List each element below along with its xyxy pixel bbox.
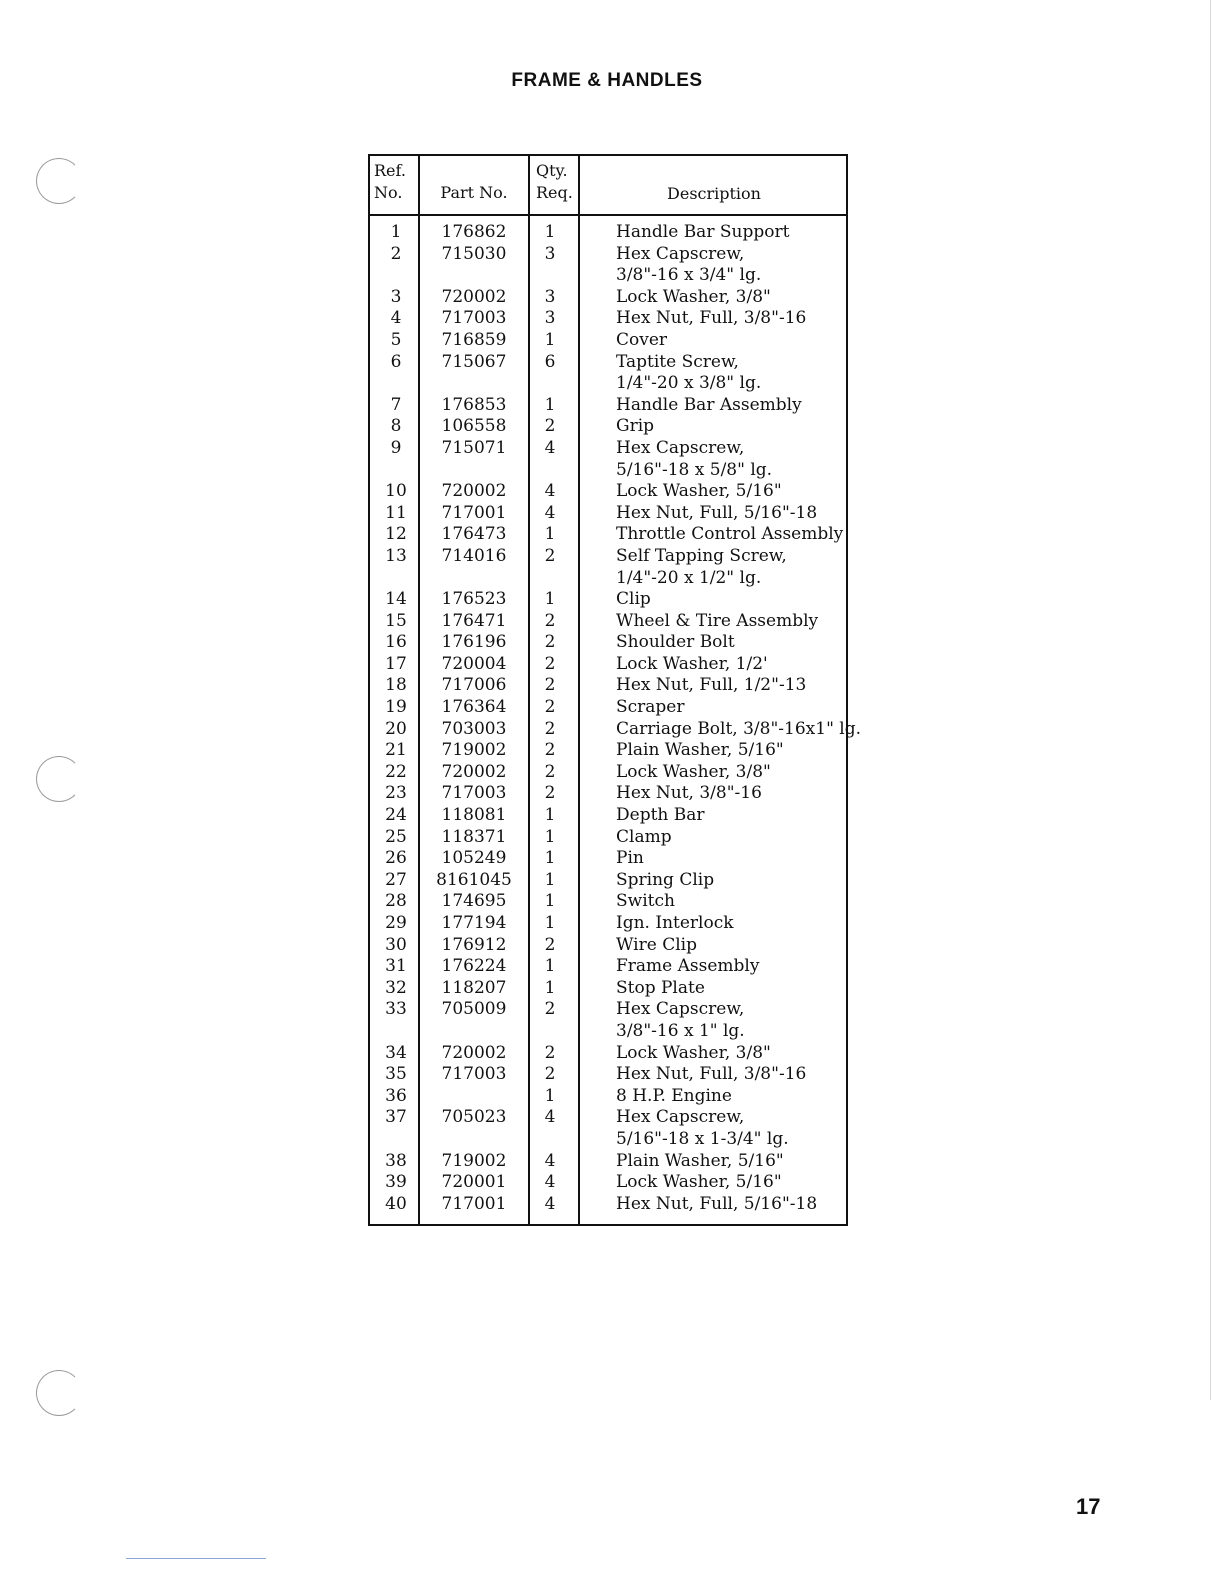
qty-cell: 2 bbox=[544, 1064, 556, 1085]
qty-cell: 2 bbox=[544, 632, 556, 653]
qty-cell: 1 bbox=[544, 848, 556, 869]
part-no-cell: 717001 bbox=[441, 502, 507, 523]
description-line: Clamp bbox=[616, 826, 672, 847]
qty-cell: 2 bbox=[544, 675, 556, 696]
part-no-cell: 118207 bbox=[441, 977, 507, 998]
qty-cell: 6 bbox=[544, 351, 556, 372]
table-row bbox=[370, 718, 862, 741]
ref-no-cell: 1 bbox=[390, 222, 402, 242]
table-row bbox=[370, 416, 846, 438]
qty-cell: 2 bbox=[544, 653, 556, 674]
ref-no-cell: 14 bbox=[385, 589, 407, 610]
table-row bbox=[370, 1043, 846, 1065]
description-cell bbox=[616, 891, 848, 913]
ref-no-cell: 27 bbox=[385, 869, 407, 890]
table-row bbox=[370, 352, 846, 395]
description-cell bbox=[616, 503, 848, 525]
part-no-cell: 720001 bbox=[441, 1172, 507, 1193]
description-line: Switch bbox=[616, 891, 675, 912]
part-no-cell: 176196 bbox=[441, 632, 507, 653]
ref-no-cell: 22 bbox=[385, 761, 407, 782]
description-line: 5/16"-18 x 5/8" lg. bbox=[616, 459, 773, 480]
part-no-cell: 105249 bbox=[441, 848, 507, 869]
table-row bbox=[370, 503, 846, 525]
qty-cell: 1 bbox=[544, 394, 556, 415]
table-row bbox=[370, 222, 846, 244]
header-qty-line1: Qty. bbox=[536, 161, 568, 180]
description-line: Cover bbox=[616, 329, 668, 350]
description-line: Pin bbox=[616, 848, 644, 869]
ref-no-cell: 5 bbox=[390, 329, 402, 350]
description-line: 5/16"-18 x 1-3/4" lg. bbox=[616, 1128, 789, 1149]
qty-cell: 4 bbox=[544, 502, 556, 523]
description-cell bbox=[616, 632, 848, 654]
qty-cell: 2 bbox=[544, 740, 556, 761]
description-cell bbox=[616, 611, 848, 633]
ref-no-cell: 16 bbox=[385, 632, 407, 653]
bottom-rule bbox=[126, 1558, 266, 1559]
table-row bbox=[370, 1086, 846, 1108]
header-part-no: Part No. bbox=[440, 183, 508, 202]
page-number: 17 bbox=[1076, 1494, 1101, 1519]
header-ref bbox=[374, 160, 406, 204]
ref-no-cell: 8 bbox=[390, 416, 402, 437]
table-row bbox=[370, 632, 846, 654]
qty-cell: 4 bbox=[544, 1107, 556, 1128]
part-no-cell: 720002 bbox=[441, 1042, 507, 1063]
ref-no-cell: 11 bbox=[385, 502, 407, 523]
part-no-cell: 8161045 bbox=[436, 869, 512, 890]
description-line: Lock Washer, 3/8" bbox=[616, 761, 771, 782]
table-row bbox=[370, 978, 846, 1000]
description-line: Stop Plate bbox=[616, 977, 705, 998]
ref-no-cell: 4 bbox=[390, 308, 402, 329]
part-no-cell: 719002 bbox=[441, 1150, 507, 1171]
part-no-cell: 716859 bbox=[441, 329, 507, 350]
qty-cell: 4 bbox=[544, 481, 556, 502]
description-cell bbox=[616, 675, 848, 697]
table-row bbox=[370, 999, 846, 1042]
ref-no-cell: 7 bbox=[390, 394, 402, 415]
qty-cell: 4 bbox=[544, 1193, 556, 1214]
ref-no-cell: 40 bbox=[385, 1193, 407, 1214]
part-no-cell: 106558 bbox=[441, 416, 507, 437]
ref-no-cell: 18 bbox=[385, 675, 407, 696]
qty-cell: 2 bbox=[544, 416, 556, 437]
ref-no-cell: 13 bbox=[385, 545, 407, 566]
description-line: Clip bbox=[616, 589, 651, 610]
description-cell bbox=[616, 1064, 848, 1086]
description-line: Hex Nut, Full, 1/2"-13 bbox=[616, 675, 807, 696]
description-line: Grip bbox=[616, 416, 655, 437]
description-line: Hex Capscrew, bbox=[616, 437, 745, 458]
qty-cell: 2 bbox=[544, 610, 556, 631]
description-cell bbox=[616, 978, 848, 1000]
part-no-cell: 717003 bbox=[441, 783, 507, 804]
description-cell bbox=[616, 330, 848, 352]
ref-no-cell: 10 bbox=[385, 481, 407, 502]
description-cell bbox=[616, 395, 848, 417]
table-row bbox=[370, 1172, 846, 1194]
ref-no-cell: 35 bbox=[385, 1064, 407, 1085]
description-cell bbox=[616, 352, 848, 395]
ref-no-cell: 12 bbox=[385, 524, 407, 545]
table-row bbox=[370, 697, 846, 719]
ref-no-cell: 34 bbox=[385, 1042, 407, 1063]
description-line: Hex Nut, Full, 5/16"-18 bbox=[616, 1193, 818, 1214]
table-row bbox=[370, 762, 846, 784]
description-line: Shoulder Bolt bbox=[616, 632, 735, 653]
qty-cell: 4 bbox=[544, 437, 556, 458]
parts-table bbox=[368, 154, 862, 1226]
qty-cell: 2 bbox=[544, 761, 556, 782]
qty-cell: 2 bbox=[544, 1042, 556, 1063]
table-row bbox=[370, 330, 846, 352]
description-cell bbox=[616, 783, 848, 805]
qty-cell: 1 bbox=[544, 805, 556, 826]
description-line: Wheel & Tire Assembly bbox=[616, 610, 819, 631]
part-no-cell: 176224 bbox=[441, 956, 507, 977]
table-row bbox=[370, 654, 846, 676]
part-no-cell: 717003 bbox=[441, 1064, 507, 1085]
qty-cell: 2 bbox=[544, 697, 556, 718]
description-line: Hex Nut, Full, 5/16"-18 bbox=[616, 502, 818, 523]
part-no-cell: 717001 bbox=[441, 1193, 507, 1214]
binder-hole-bottom bbox=[36, 1370, 82, 1416]
table-row bbox=[370, 827, 846, 849]
qty-cell: 1 bbox=[544, 222, 556, 242]
qty-cell: 1 bbox=[544, 329, 556, 350]
description-line: Plain Washer, 5/16" bbox=[616, 1150, 784, 1171]
ref-no-cell: 21 bbox=[385, 740, 407, 761]
description-cell bbox=[616, 1107, 848, 1150]
description-line: Hex Nut, 3/8"-16 bbox=[616, 783, 762, 804]
description-line: Depth Bar bbox=[616, 805, 705, 826]
description-cell bbox=[616, 848, 848, 870]
ref-no-cell: 33 bbox=[385, 999, 407, 1020]
description-line: Hex Nut, Full, 3/8"-16 bbox=[616, 308, 807, 329]
header-description: Description bbox=[667, 184, 761, 203]
description-cell bbox=[616, 308, 848, 330]
table-row bbox=[370, 1151, 846, 1173]
qty-cell: 4 bbox=[544, 1172, 556, 1193]
qty-cell: 2 bbox=[544, 783, 556, 804]
description-line: Frame Assembly bbox=[616, 956, 760, 977]
table-row bbox=[370, 1194, 846, 1216]
description-cell bbox=[616, 546, 848, 589]
description-line: Lock Washer, 1/2' bbox=[616, 653, 768, 674]
table-row bbox=[370, 546, 846, 589]
ref-no-cell: 31 bbox=[385, 956, 407, 977]
ref-no-cell: 29 bbox=[385, 913, 407, 933]
ref-no-cell: 6 bbox=[390, 351, 402, 372]
description-line: Plain Washer, 5/16" bbox=[616, 740, 784, 761]
header-qty bbox=[536, 160, 573, 204]
description-cell bbox=[616, 913, 848, 935]
part-no-cell: 703003 bbox=[441, 718, 507, 739]
description-line: 1/4"-20 x 1/2" lg. bbox=[616, 567, 762, 588]
table-row bbox=[370, 481, 846, 503]
description-cell bbox=[616, 416, 848, 438]
description-cell bbox=[616, 999, 848, 1042]
part-no-cell: 720002 bbox=[441, 761, 507, 782]
description-line: Self Tapping Screw, bbox=[616, 545, 787, 566]
table-row bbox=[370, 438, 846, 481]
description-cell bbox=[616, 222, 848, 244]
description-line: Lock Washer, 5/16" bbox=[616, 1172, 782, 1193]
description-cell bbox=[616, 956, 848, 978]
table-row bbox=[370, 783, 846, 805]
part-no-cell: 715071 bbox=[441, 437, 507, 458]
table-row bbox=[370, 848, 846, 870]
ref-no-cell: 26 bbox=[385, 848, 407, 869]
ref-no-cell: 17 bbox=[385, 653, 407, 674]
description-line: Lock Washer, 3/8" bbox=[616, 286, 771, 307]
qty-cell: 1 bbox=[544, 977, 556, 998]
part-no-cell: 176912 bbox=[441, 934, 507, 955]
description-cell bbox=[616, 697, 848, 719]
header-ref-line2: No. bbox=[374, 183, 403, 202]
ref-no-cell: 39 bbox=[385, 1172, 407, 1193]
description-cell bbox=[616, 805, 848, 827]
description-cell bbox=[616, 827, 848, 849]
qty-cell: 2 bbox=[544, 545, 556, 566]
table-row bbox=[370, 524, 846, 546]
part-no-cell: 715067 bbox=[441, 351, 507, 372]
part-no-cell: 118371 bbox=[441, 826, 507, 847]
table-body bbox=[370, 222, 862, 1215]
description-cell bbox=[616, 740, 848, 762]
description-cell bbox=[616, 1194, 848, 1216]
description-cell bbox=[616, 762, 848, 784]
part-no-cell: 715030 bbox=[441, 243, 507, 264]
ref-no-cell: 23 bbox=[385, 783, 407, 804]
description-line: Lock Washer, 3/8" bbox=[616, 1042, 771, 1063]
ref-no-cell: 2 bbox=[390, 243, 402, 264]
description-cell bbox=[616, 1151, 848, 1173]
description-cell bbox=[616, 870, 848, 892]
description-line: Hex Capscrew, bbox=[616, 999, 745, 1020]
part-no-cell: 705009 bbox=[441, 999, 507, 1020]
description-cell bbox=[616, 438, 848, 481]
ref-no-cell: 28 bbox=[385, 891, 407, 912]
description-cell bbox=[616, 524, 848, 546]
part-no-cell: 720004 bbox=[441, 653, 507, 674]
ref-no-cell: 20 bbox=[385, 718, 407, 739]
qty-cell: 2 bbox=[544, 999, 556, 1020]
header-qty-line2: Req. bbox=[536, 183, 573, 202]
binder-hole-top bbox=[36, 158, 82, 204]
part-no-cell: 176862 bbox=[441, 222, 507, 242]
header-divider bbox=[370, 214, 846, 216]
description-line: Taptite Screw, bbox=[616, 351, 739, 372]
table-row bbox=[370, 308, 846, 330]
qty-cell: 3 bbox=[544, 243, 556, 264]
description-cell bbox=[616, 1043, 848, 1065]
part-no-cell: 176853 bbox=[441, 394, 507, 415]
table-row bbox=[370, 244, 846, 287]
description-cell bbox=[616, 287, 848, 309]
description-line: Scraper bbox=[616, 697, 685, 718]
qty-cell: 3 bbox=[544, 286, 556, 307]
qty-cell: 1 bbox=[544, 956, 556, 977]
ref-no-cell: 36 bbox=[385, 1085, 407, 1106]
description-line: 8 H.P. Engine bbox=[616, 1085, 732, 1106]
part-no-cell: 717006 bbox=[441, 675, 507, 696]
ref-no-cell: 38 bbox=[385, 1150, 407, 1171]
part-no-cell: 717003 bbox=[441, 308, 507, 329]
qty-cell: 1 bbox=[544, 589, 556, 610]
part-no-cell: 719002 bbox=[441, 740, 507, 761]
description-line: Hex Capscrew, bbox=[616, 1107, 745, 1128]
page-edge-line bbox=[1210, 0, 1211, 1400]
qty-cell: 2 bbox=[544, 718, 556, 739]
part-no-cell: 177194 bbox=[441, 913, 507, 933]
table-row bbox=[370, 589, 846, 611]
description-cell bbox=[616, 244, 848, 287]
ref-no-cell: 19 bbox=[385, 697, 407, 718]
qty-cell: 4 bbox=[544, 1150, 556, 1171]
ref-no-cell: 3 bbox=[390, 286, 402, 307]
part-no-cell: 714016 bbox=[441, 545, 507, 566]
page-title: FRAME & HANDLES bbox=[511, 70, 703, 91]
part-no-cell: 174695 bbox=[441, 891, 507, 912]
table-row bbox=[370, 675, 846, 697]
table-row bbox=[370, 395, 846, 417]
header-ref-line1: Ref. bbox=[374, 161, 406, 180]
ref-no-cell: 15 bbox=[385, 610, 407, 631]
table-row bbox=[370, 913, 846, 935]
description-line: 3/8"-16 x 3/4" lg. bbox=[616, 265, 762, 286]
ref-no-cell: 32 bbox=[385, 977, 407, 998]
table-row bbox=[370, 1064, 846, 1086]
qty-cell: 1 bbox=[544, 524, 556, 545]
description-cell bbox=[616, 935, 848, 957]
description-cell bbox=[616, 1172, 848, 1194]
qty-cell: 3 bbox=[544, 308, 556, 329]
table-row bbox=[370, 956, 846, 978]
ref-no-cell: 9 bbox=[390, 437, 402, 458]
table-row bbox=[370, 287, 846, 309]
qty-cell: 2 bbox=[544, 934, 556, 955]
part-no-cell: 705023 bbox=[441, 1107, 507, 1128]
table-row bbox=[370, 935, 846, 957]
ref-no-cell: 25 bbox=[385, 826, 407, 847]
binder-hole-middle bbox=[36, 756, 82, 802]
table-row bbox=[370, 891, 846, 913]
table-row bbox=[370, 805, 846, 827]
qty-cell: 1 bbox=[544, 1085, 556, 1106]
part-no-cell: 176473 bbox=[441, 524, 507, 545]
part-no-cell: 720002 bbox=[441, 481, 507, 502]
table-row bbox=[370, 740, 846, 762]
description-line: Handle Bar Assembly bbox=[616, 394, 802, 415]
description-line: Carriage Bolt, 3/8"-16x1" lg. bbox=[616, 718, 862, 739]
qty-cell: 1 bbox=[544, 826, 556, 847]
description-line: Ign. Interlock bbox=[616, 913, 734, 933]
description-cell bbox=[616, 718, 862, 741]
description-cell bbox=[616, 654, 848, 676]
part-no-cell: 118081 bbox=[441, 805, 507, 826]
description-line: Throttle Control Assembly bbox=[616, 524, 844, 545]
description-line: Handle Bar Support bbox=[616, 222, 790, 242]
description-line: 3/8"-16 x 1" lg. bbox=[616, 1020, 745, 1041]
part-no-cell: 176471 bbox=[441, 610, 507, 631]
qty-cell: 1 bbox=[544, 891, 556, 912]
description-cell bbox=[616, 589, 848, 611]
description-line: Lock Washer, 5/16" bbox=[616, 481, 782, 502]
description-line: Spring Clip bbox=[616, 869, 715, 890]
ref-no-cell: 30 bbox=[385, 934, 407, 955]
description-line: 1/4"-20 x 3/8" lg. bbox=[616, 373, 762, 394]
qty-cell: 1 bbox=[544, 913, 556, 933]
ref-no-cell: 37 bbox=[385, 1107, 407, 1128]
part-no-cell: 720002 bbox=[441, 286, 507, 307]
table-row bbox=[370, 611, 846, 633]
ref-no-cell: 24 bbox=[385, 805, 407, 826]
description-cell bbox=[616, 481, 848, 503]
description-line: Hex Capscrew, bbox=[616, 243, 745, 264]
description-line: Hex Nut, Full, 3/8"-16 bbox=[616, 1064, 807, 1085]
qty-cell: 1 bbox=[544, 869, 556, 890]
table-row bbox=[370, 870, 846, 892]
table-row bbox=[370, 1107, 846, 1150]
part-no-cell: 176364 bbox=[441, 697, 507, 718]
description-cell bbox=[616, 1086, 848, 1108]
part-no-cell: 176523 bbox=[441, 589, 507, 610]
description-line: Wire Clip bbox=[616, 934, 697, 955]
